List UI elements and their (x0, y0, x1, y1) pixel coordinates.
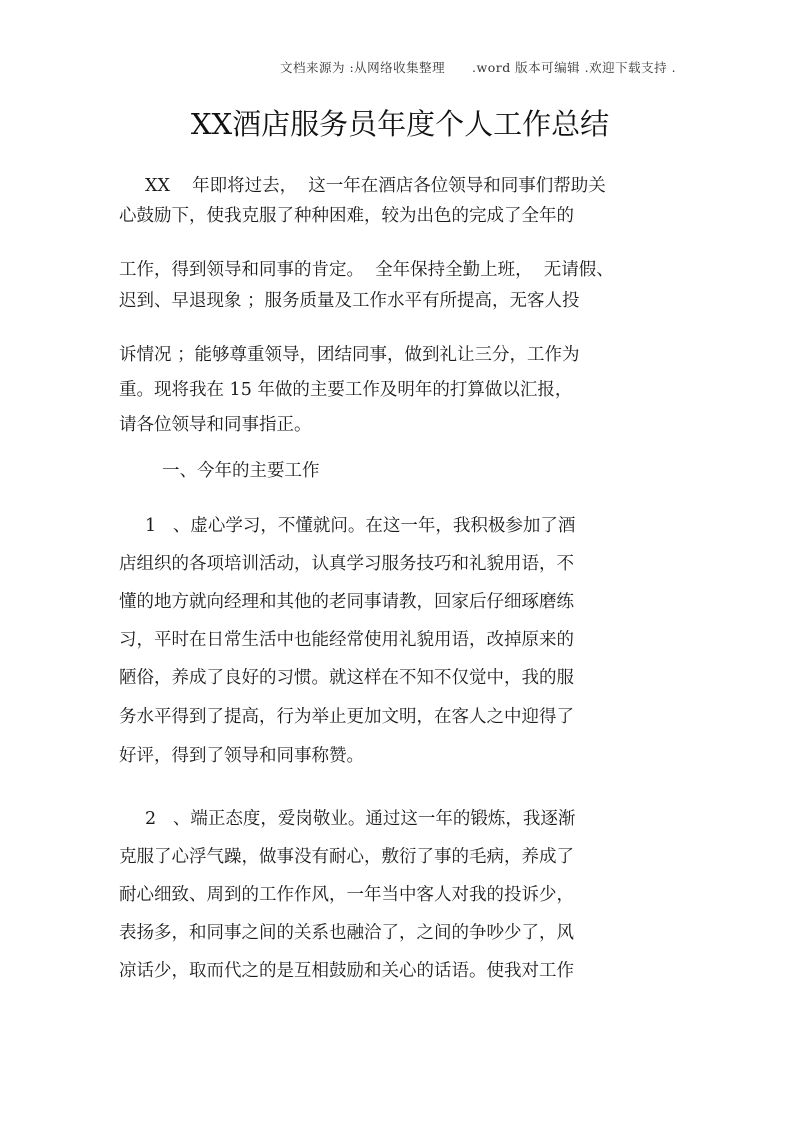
body-line: 2 、端正态度，爱岗敬业。通过这一年的锻炼，我逐渐 (145, 809, 576, 829)
body-line: 诉情况 ；能够尊重领导，团结同事，做到礼让三分，工作为 (119, 345, 580, 365)
body-line: 工作，得到领导和同事的肯定。 全年保持全勤上班， 无请假、 (119, 260, 614, 280)
body-line: 请各位领导和同事指正。 (119, 415, 312, 435)
body-line: 好评，得到了领导和同事称赞。 (119, 746, 364, 766)
body-line: 迟到、早退现象 ；服务质量及工作水平有所提高，无客人投 (119, 291, 580, 311)
header-note: 文档来源为 :从网络收集整理 .word 版本可编辑 .欢迎下载支持 . (280, 60, 677, 75)
body-line: 1 、虚心学习，不懂就问。在这一年，我积极参加了酒 (145, 516, 576, 536)
section-heading: 一、今年的主要工作 (162, 461, 320, 481)
body-line: 表扬多，和同事之间的关系也融洽了，之间的争吵少了，风 (119, 923, 574, 943)
body-line: 凉话少，取而代之的是互相鼓励和关心的话语。使我对工作 (119, 961, 574, 981)
body-line: 克服了心浮气躁，做事没有耐心，敷衍了事的毛病，养成了 (119, 847, 574, 867)
body-line: 陋俗，养成了良好的习惯。就这样在不知不仅觉中，我的服 (119, 668, 574, 688)
body-line: 习，平时在日常生活中也能经常使用礼貌用语，改掉原来的 (119, 630, 574, 650)
body-line: 务水平得到了提高，行为举止更加文明，在客人之中迎得了 (119, 707, 574, 727)
body-line: 懂的地方就向经理和其他的老同事请教，回家后仔细琢磨练 (119, 592, 574, 612)
body-line: XX 年即将过去， 这一年在酒店各位领导和同事们帮助关 (145, 176, 606, 196)
body-line: 店组织的各项培训活动，认真学习服务技巧和礼貌用语，不 (119, 554, 574, 574)
body-line: 耐心细致、周到的工作作风，一年当中客人对我的投诉少， (119, 885, 574, 905)
document-title: XX酒店服务员年度个人工作总结 (190, 107, 610, 141)
body-line: 重。现将我在 15 年做的主要工作及明年的打算做以汇报， (119, 380, 573, 400)
body-line: 心鼓励下，使我克服了种种困难，较为出色的完成了全年的 (119, 206, 574, 226)
